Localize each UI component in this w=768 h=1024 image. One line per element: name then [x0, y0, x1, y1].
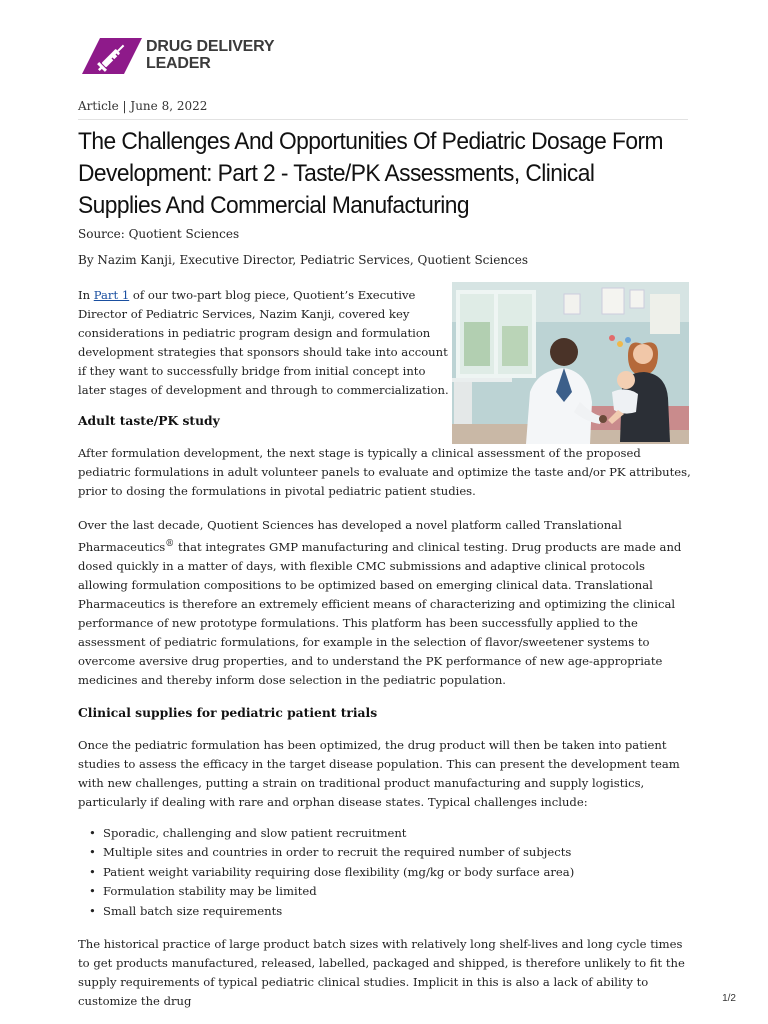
- paragraph-adult-taste-2: Over the last decade, Quotient Sciences has developed a novel platform called Translational Pharmaceutics® that integrates GMP manufacturing and clinical testing. Drug products are made and dosed quickly in a matter of days, with flexible CMC submissions and adaptive clinical protocols allowing formulation compositions to be optimized based on emerging clinical data. Translational Pharmaceutics is therefore an extremely efficient means of characterizing and optimizing the clinical performance of new prototype formulations. This platform has been successfully applied to the assessment of pediatric formulations, for example in the selection of flavor/sweetener systems to overcome aversive drug properties, and to understand the PK performance of new age-appropriate medicines and thereby inform dose selection in the pediatric population.: [78, 518, 682, 687]
- paragraph-clinical-supplies-1: Once the pediatric formulation has been optimized, the drug product will then be taken into patient studies to assess the efficacy in the target disease population. This can present the development team with new challenges, putting a strain on traditional product manufacturing and supply logistics, particularly if dealing with rare and orphan disease states. Typical challenges include:: [78, 738, 680, 809]
- section-heading-adult-taste: Adult taste/PK study: [78, 413, 220, 428]
- article-byline: By Nazim Kanji, Executive Director, Pediatric Services, Quotient Sciences: [78, 253, 529, 267]
- section-heading-clinical-supplies: Clinical supplies for pediatric patient trials: [78, 705, 378, 720]
- list-item: • Patient weight variability requiring dose flexibility (mg/kg or body surface area): [78, 863, 574, 882]
- challenges-list: [78, 824, 574, 921]
- paragraph-clinical-supplies-2: The historical practice of large product batch sizes with relatively long shelf-lives and long cycle times to get products manufactured, released, labelled, packaged and shipped, is therefore unlikely to fit the supply requirements of typical pediatric clinical studies. Implicit in this is also a lack of ability to customize the drug: [78, 937, 685, 1008]
- title-line-3: Supplies And Commercial Manufacturing: [78, 192, 469, 219]
- list-item: • Small batch size requirements: [78, 902, 574, 921]
- article-source: Source: Quotient Sciences: [78, 227, 240, 241]
- brand-wordmark[interactable]: [146, 38, 274, 72]
- brand-name-line2: LEADER: [146, 55, 211, 72]
- intro-paragraph: In Part 1 of our two-part blog piece, Quotient’s Executive Director of Pediatric Services, Nazim Kanji, covered key considerations in pediatric program design and formulation development strategies that sponsors should take into account if they want to successfully bridge from initial concept into later stages of development and through to commercialization.: [78, 288, 449, 397]
- article-meta: Article | June 8, 2022: [78, 99, 208, 113]
- title-line-1: The Challenges And Opportunities Of Pediatric Dosage Form: [78, 128, 663, 155]
- registered-mark: ®: [165, 539, 175, 549]
- article-photo: [452, 282, 689, 444]
- list-item: • Formulation stability may be limited: [78, 882, 574, 901]
- list-item: • Multiple sites and countries in order to recruit the required number of subjects: [78, 843, 574, 862]
- title-line-2: Development: Part 2 - Taste/PK Assessments, Clinical: [78, 160, 595, 187]
- article-title: [78, 126, 663, 222]
- paragraph-adult-taste-1: After formulation development, the next stage is typically a clinical assessment of the proposed pediatric formulations in adult volunteer panels to evaluate and optimize the taste and/or PK attributes, prior to dosing the formulations in pivotal pediatric patient studies.: [78, 446, 691, 498]
- brand-name-line1: DRUG DELIVERY: [146, 38, 275, 55]
- divider: [78, 119, 688, 120]
- page-number: 1/2: [722, 993, 736, 1004]
- list-item: • Sporadic, challenging and slow patient recruitment: [78, 824, 574, 843]
- part-1-link[interactable]: Part 1: [93, 288, 130, 302]
